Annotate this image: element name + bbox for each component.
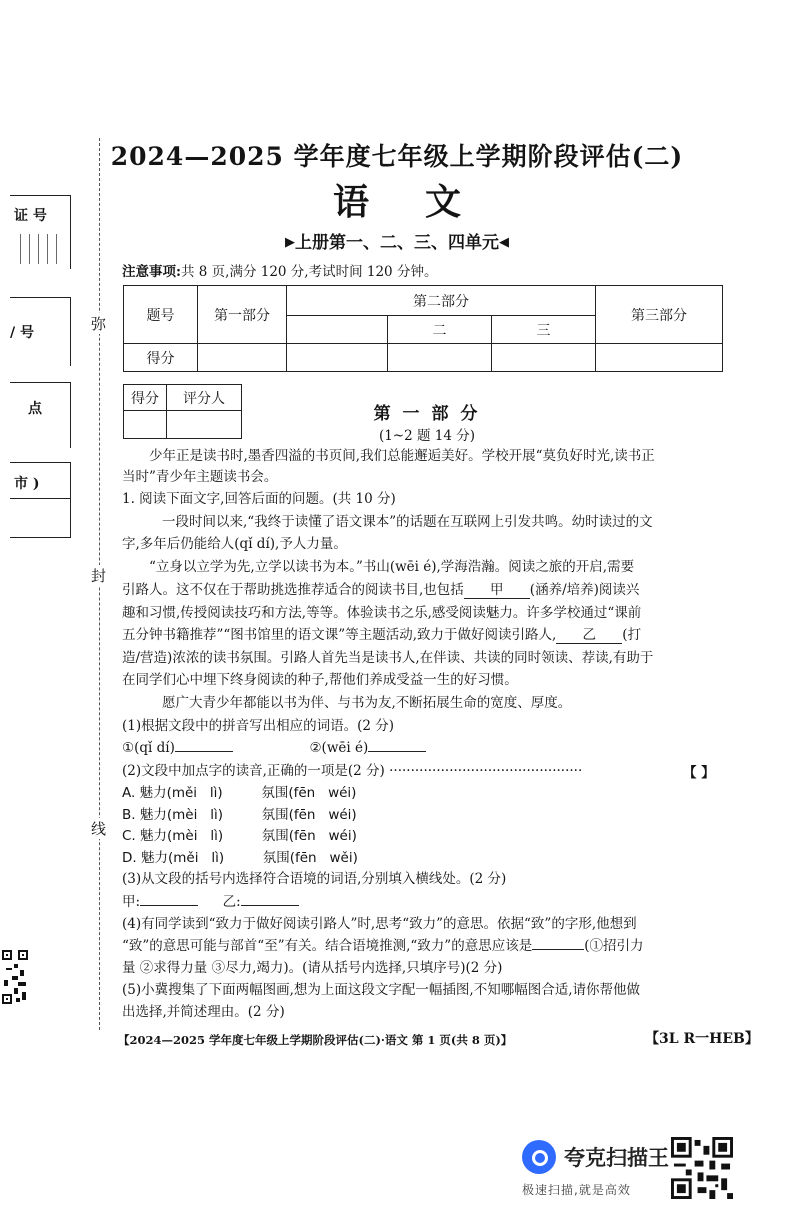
notice [122,260,437,280]
part1-title: 第 一 部 分 [373,404,481,424]
intro-line-2: 当时”青少年主题读书会。 [122,469,278,485]
score-table [123,285,723,372]
blank-jia[interactable]: 甲 [464,582,530,599]
quark-logo-icon [522,1140,556,1174]
part1-range: (1~2 题 14 分) [378,428,476,444]
scanner-qr-code-icon [671,1137,733,1199]
q1-3-prompt: (3)从文段的括号内选择符合语境的词语,分别填入横线处。(2 分) [122,871,507,887]
option-a[interactable]: A. 魅力(měi lì) 氛围(fēn wéi) [122,785,357,801]
exam-title: 2024—2025 学年度七年级上学期阶段评估(二) [110,142,684,171]
q1-3-jia-label: 甲: [122,894,141,910]
q1-1-answers [122,738,732,758]
side-qr-code-icon [2,950,28,1004]
q1-4-line-2-b: (①招引力 [584,938,644,954]
option-b[interactable]: B. 魅力(mèi lì) 氛围(fēn wéi) [122,807,357,823]
q1-5-line-1: (5)小冀搜集了下面两幅图画,想为上面这段文字配一幅插图,不知哪幅图合适,请你帮他做 [122,982,640,998]
notice-text: 共 8 页,满分 120 分,考试时间 120 分钟。 [180,264,438,280]
q1-5-line-2: 出选择,并简述理由。(2 分) [122,1004,285,1020]
seal-char-xian: 线 [91,820,107,838]
score-cell-part2-b[interactable] [388,344,492,372]
q1-2-dots: ············································· [389,763,583,779]
para1-line-2: 字,多年后仍能给人(qǐ dí),予人力量。 [122,536,347,552]
q1-4-line-1: (4)有同学读到“致力于做好阅读引路人”时,思考“致力”的意思。依据“致”的字形,他想到 [122,916,637,932]
q1-3-yi-blank[interactable] [241,905,299,906]
q1-3-answers [122,892,732,912]
triangle-left-icon: ◀ [499,235,509,250]
grader-score-label: 得分 [124,385,167,411]
col-part2: 第二部分 [287,286,596,316]
score-cell-part1[interactable] [198,344,287,372]
col-part2-sub2: 三 [492,316,596,344]
grader-name-label: 评分人 [167,385,242,411]
col-part1: 第一部分 [198,286,287,344]
q1-2-prompt: (2)文段中加点字的读音,正确的一项是(2 分) [122,763,385,779]
para2-line-5: 造/营造)浓浓的读书氛围。引路人首先当是读书人,在伴读、共读的同时领读、荐读,有助于 [122,650,654,666]
scope-text: 上册第一、二、三、四单元 [295,233,499,253]
q1-1b-label: ②(wēi é) [309,740,369,756]
q1-1a-label: ①(qǐ dí) [122,740,175,756]
q1-1b-blank[interactable] [368,751,426,752]
para3-line: 愿广大青少年都能以书为伴、与书为友,不断拓展生命的宽度、厚度。 [162,695,572,711]
score-cell-part2-a[interactable] [287,344,388,372]
q1-3-yi-label: 乙: [222,894,241,910]
seal-char-feng: 封 [91,567,107,585]
scanner-name: 夸克扫描王 [564,1146,669,1170]
score-cell-part2-c[interactable] [492,344,596,372]
q1-4-line-3: 量 ②求得力量 ③尽力,竭力)。(请从括号内选择,只填序号)(2 分) [122,960,503,976]
q1-4-blank[interactable] [532,949,584,950]
binding-label-num: / 号 [10,325,34,341]
scope-banner [0,228,794,253]
score-cell-part3[interactable] [596,344,723,372]
para2-line-2-b: (涵养/培养)阅读兴 [529,582,640,598]
para2-line-2-a: 引路人。这不仅在于帮助挑选推荐适合的阅读书目,也包括 [122,582,464,598]
col-part2-sub1: 二 [388,316,492,344]
q1-4-line-2 [122,936,732,956]
q1-4-line-2-a: “致”的意思可能与部首“至”有关。结合语境推测,“致力”的意思应该是 [122,938,533,954]
scanner-slogan: 极速扫描,就是高效 [522,1183,631,1197]
para2-line-6: 在同学们心中埋下终身阅读的种子,帮他们养成受益一生的好习惯。 [122,672,518,688]
blank-yi[interactable]: 乙 [556,627,622,644]
seal-char-mi: 弥 [91,315,107,333]
q1-1a-blank[interactable] [175,751,233,752]
subject-title: 语文 [332,181,517,223]
col-tihao: 题号 [124,286,198,344]
intro-line-1: 少年正是读书时,墨香四溢的书页间,我们总能邂逅美好。学校开展“莫负好时光,读书正 [149,448,655,464]
q1-2-answer-bracket[interactable]: 【 】 [683,765,715,781]
para2-line-3: 趣和习惯,传授阅读技巧和方法,等等。体验读书之乐,感受阅读魅力。许多学校通过“课前 [122,605,642,621]
row-score-label: 得分 [124,344,198,372]
q1-1-prompt: (1)根据文段中的拼音写出相应的词语。(2 分) [122,718,395,734]
binding-label-site: 点 [28,401,42,417]
triangle-right-icon: ▶ [285,235,295,250]
binding-label-id: 证 号 [14,208,47,224]
q1-2-prompt-row [122,761,732,781]
question-1: 1. 阅读下面文字,回答后面的问题。(共 10 分) [122,491,396,507]
para1-line-1: 一段时间以来,“我终于读懂了语文课本”的话题在互联网上引发共鸣。幼时读过的文 [162,514,653,530]
para2-line-1: “立身以立学为先,立学以读书为本。”书山(wēi é),学海浩瀚。阅读之旅的开启,需要 [149,559,635,575]
para2-line-4 [122,625,732,645]
option-c[interactable]: C. 魅力(mèi lì) 氛围(fēn wéi) [122,828,357,844]
para2-line-4-a: 五分钟书籍推荐”“图书馆里的语文课”等主题活动,致力于做好阅读引路人, [122,627,557,643]
col-part3: 第三部分 [596,286,723,344]
para2-line-2 [122,580,732,600]
para2-line-4-b: (打 [622,627,642,643]
paper-code: 【3L R一HEB】 [645,1031,759,1047]
option-d[interactable]: D. 魅力(měi lì) 氛围(fēn wěi) [122,850,358,866]
notice-label: 注意事项: [122,264,181,280]
city-divider [10,498,70,499]
col-part2-sub0 [287,316,388,344]
q1-3-jia-blank[interactable] [140,905,198,906]
binding-label-city: 市 ) [14,476,40,492]
page-footer: 【2024—2025 学年度七年级上学期阶段评估(二)·语文 第 1 页(共 8 页)】 [118,1033,513,1047]
